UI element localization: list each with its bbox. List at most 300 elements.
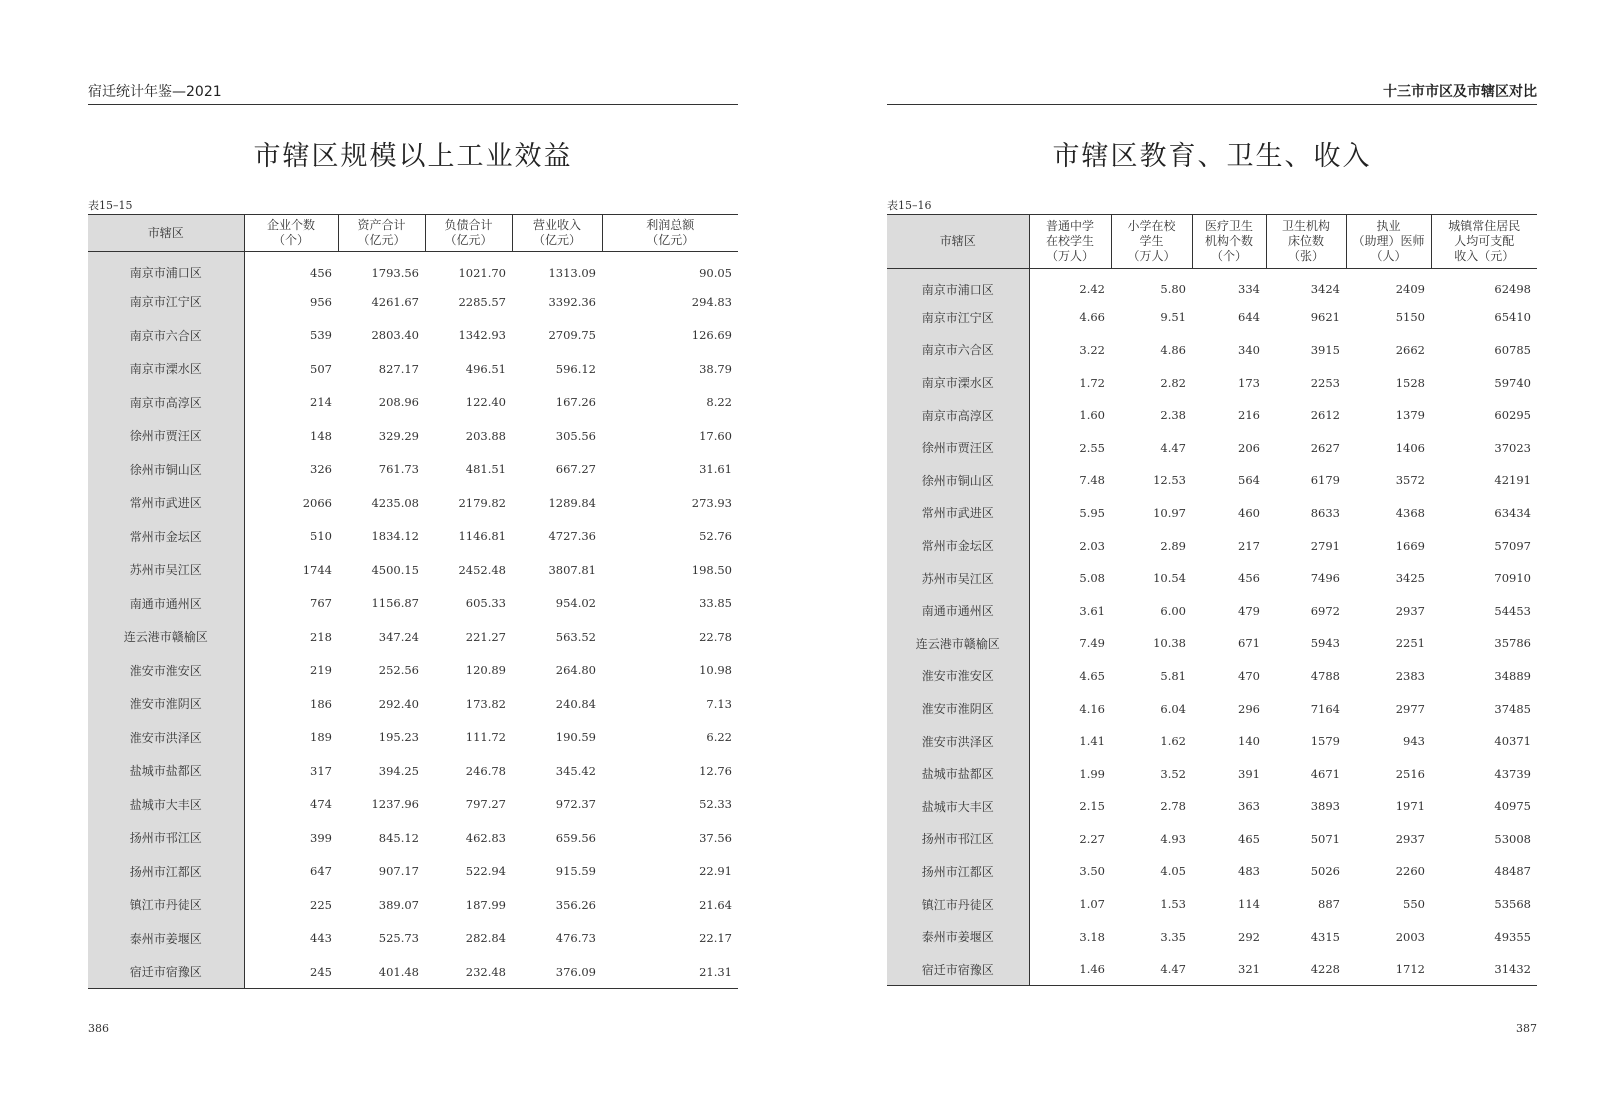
value-cell: 827.17 <box>378 361 419 376</box>
value-cell: 1.41 <box>1079 734 1105 749</box>
value-cell: 8.22 <box>706 395 732 410</box>
table-row <box>887 334 1537 367</box>
value-cell: 4235.08 <box>371 495 419 510</box>
value-cell: 1406 <box>1395 440 1425 455</box>
value-cell: 22.78 <box>699 629 732 644</box>
region-name-cell: 盐城市大丰区 <box>887 790 1029 823</box>
value-cell: 54453 <box>1494 603 1531 618</box>
value-cell: 252.56 <box>378 663 419 678</box>
value-cell: 496.51 <box>465 361 506 376</box>
value-cell: 2.15 <box>1079 799 1105 814</box>
value-cell: 264.80 <box>555 663 596 678</box>
table-row <box>88 654 738 688</box>
value-cell: 173 <box>1238 375 1260 390</box>
table-row <box>887 431 1537 464</box>
value-cell: 1971 <box>1395 799 1425 814</box>
value-cell: 6.22 <box>706 730 732 745</box>
column-header-line: （亿元） <box>532 233 581 247</box>
value-cell: 1.72 <box>1079 375 1105 390</box>
value-cell: 5.81 <box>1160 668 1186 683</box>
table-row <box>88 285 738 319</box>
value-cell: 4671 <box>1310 766 1340 781</box>
value-cell: 219 <box>310 663 332 678</box>
value-cell: 4.65 <box>1079 668 1105 683</box>
column-header-line: （亿元） <box>357 233 406 247</box>
column-header-line: （万人） <box>1045 249 1094 263</box>
running-header <box>887 84 1537 105</box>
value-cell: 907.17 <box>378 864 419 879</box>
table-row <box>88 319 738 353</box>
value-cell: 208.96 <box>378 395 419 410</box>
value-cell: 1.53 <box>1160 897 1186 912</box>
value-cell: 563.52 <box>555 629 596 644</box>
region-name-cell: 南京市江宁区 <box>88 285 244 319</box>
column-header-line: 卫生机构 <box>1281 219 1330 233</box>
column-header-line: （万人） <box>1127 249 1176 263</box>
value-cell: 7.48 <box>1079 473 1105 488</box>
value-cell: 474 <box>310 797 332 812</box>
table-row <box>887 692 1537 725</box>
value-cell: 294.83 <box>691 294 732 309</box>
table-row <box>887 627 1537 660</box>
value-cell: 321 <box>1238 962 1260 977</box>
region-name-cell: 常州市金坛区 <box>887 529 1029 562</box>
value-cell: 2791 <box>1310 538 1340 553</box>
value-cell: 5026 <box>1310 864 1340 879</box>
page-number: 386 <box>88 1022 109 1035</box>
region-name-cell: 连云港市赣榆区 <box>887 627 1029 660</box>
value-cell: 59740 <box>1494 375 1531 390</box>
region-name-cell: 南通市通州区 <box>887 594 1029 627</box>
table-row <box>887 757 1537 790</box>
value-cell: 797.27 <box>465 797 506 812</box>
value-cell: 1156.87 <box>371 596 419 611</box>
value-cell: 21.31 <box>699 964 732 979</box>
education-health-income-table <box>887 214 1537 986</box>
value-cell: 12.76 <box>699 763 732 778</box>
value-cell: 483 <box>1238 864 1260 879</box>
value-cell: 2409 <box>1395 282 1425 297</box>
value-cell: 2452.48 <box>458 562 506 577</box>
value-cell: 49355 <box>1494 929 1531 944</box>
column-header-line: （个） <box>1210 249 1247 263</box>
column-header-line: 人均可支配 <box>1454 234 1515 248</box>
region-name-cell: 淮安市淮安区 <box>88 654 244 688</box>
value-cell: 956 <box>310 294 332 309</box>
region-name-cell: 淮安市淮阴区 <box>88 687 244 721</box>
value-cell: 22.91 <box>699 864 732 879</box>
table-row <box>88 922 738 956</box>
value-cell: 4368 <box>1395 505 1425 520</box>
running-header-text: 十三市市区及市辖区对比 <box>1383 84 1537 100</box>
column-header-line: 普通中学 <box>1045 219 1094 233</box>
value-cell: 187.99 <box>465 897 506 912</box>
value-cell: 70910 <box>1494 571 1531 586</box>
value-cell: 9.51 <box>1160 310 1186 325</box>
value-cell: 3.52 <box>1160 766 1186 781</box>
table-row <box>88 252 738 286</box>
value-cell: 111.72 <box>465 730 506 745</box>
value-cell: 57097 <box>1494 538 1531 553</box>
column-header <box>244 215 338 252</box>
value-cell: 21.64 <box>699 897 732 912</box>
table-number: 表15–15 <box>88 199 133 212</box>
value-cell: 2977 <box>1395 701 1425 716</box>
value-cell: 4.05 <box>1160 864 1186 879</box>
value-cell: 3572 <box>1395 473 1425 488</box>
value-cell: 2066 <box>302 495 332 510</box>
column-header-line: （助理）医师 <box>1352 234 1425 248</box>
value-cell: 340 <box>1238 342 1260 357</box>
column-header <box>425 215 512 252</box>
value-cell: 190.59 <box>555 730 596 745</box>
value-cell: 167.26 <box>555 395 596 410</box>
value-cell: 3392.36 <box>548 294 596 309</box>
value-cell: 35786 <box>1494 636 1531 651</box>
value-cell: 7.13 <box>706 696 732 711</box>
value-cell: 2612 <box>1310 408 1340 423</box>
region-name-cell: 南京市高淳区 <box>887 399 1029 432</box>
value-cell: 522.94 <box>465 864 506 879</box>
region-name-cell: 镇江市丹徒区 <box>887 888 1029 921</box>
value-cell: 391 <box>1238 766 1260 781</box>
region-name-cell: 盐城市盐都区 <box>887 757 1029 790</box>
value-cell: 4788 <box>1310 668 1340 683</box>
value-cell: 6.04 <box>1160 701 1186 716</box>
value-cell: 443 <box>310 931 332 946</box>
value-cell: 218 <box>310 629 332 644</box>
table-row <box>88 419 738 453</box>
value-cell: 1669 <box>1395 538 1425 553</box>
region-name-cell: 盐城市盐都区 <box>88 754 244 788</box>
value-cell: 4228 <box>1310 962 1340 977</box>
region-name-cell: 连云港市赣榆区 <box>88 620 244 654</box>
value-cell: 334 <box>1238 282 1260 297</box>
value-cell: 43739 <box>1494 766 1531 781</box>
value-cell: 845.12 <box>378 830 419 845</box>
value-cell: 48487 <box>1494 864 1531 879</box>
value-cell: 1.60 <box>1079 408 1105 423</box>
value-cell: 2251 <box>1395 636 1425 651</box>
value-cell: 1379 <box>1395 408 1425 423</box>
value-cell: 3.22 <box>1079 342 1105 357</box>
region-name-cell: 扬州市江都区 <box>88 855 244 889</box>
column-header-line: 市辖区 <box>939 234 976 248</box>
column-header <box>1431 215 1537 269</box>
value-cell: 2937 <box>1395 831 1425 846</box>
region-name-cell: 徐州市贾汪区 <box>88 419 244 453</box>
table-row <box>88 453 738 487</box>
value-cell: 52.76 <box>699 529 732 544</box>
value-cell: 282.84 <box>465 931 506 946</box>
value-cell: 273.93 <box>691 495 732 510</box>
value-cell: 5.95 <box>1079 505 1105 520</box>
value-cell: 203.88 <box>465 428 506 443</box>
value-cell: 1146.81 <box>458 529 506 544</box>
table-row <box>88 821 738 855</box>
value-cell: 2516 <box>1395 766 1425 781</box>
column-header <box>512 215 602 252</box>
value-cell: 972.37 <box>555 797 596 812</box>
table-row <box>887 660 1537 693</box>
column-header-line: 小学在校 <box>1127 219 1176 233</box>
value-cell: 62498 <box>1494 282 1531 297</box>
page-number: 387 <box>1516 1022 1537 1035</box>
value-cell: 296 <box>1238 701 1260 716</box>
value-cell: 376.09 <box>555 964 596 979</box>
column-header-line: 机构个数 <box>1204 234 1253 248</box>
value-cell: 63434 <box>1494 505 1531 520</box>
value-cell: 206 <box>1238 440 1260 455</box>
region-name-cell: 常州市金坛区 <box>88 520 244 554</box>
value-cell: 126.69 <box>691 328 732 343</box>
column-header <box>1029 215 1111 269</box>
table-row <box>88 553 738 587</box>
value-cell: 1021.70 <box>458 265 506 280</box>
running-header <box>88 84 738 105</box>
value-cell: 4.93 <box>1160 831 1186 846</box>
value-cell: 1.07 <box>1079 897 1105 912</box>
value-cell: 1342.93 <box>458 328 506 343</box>
value-cell: 943 <box>1403 734 1425 749</box>
region-name-cell: 镇江市丹徒区 <box>88 888 244 922</box>
value-cell: 3.18 <box>1079 929 1105 944</box>
running-header-text: 宿迁统计年鉴—2021 <box>88 84 222 100</box>
value-cell: 3.61 <box>1079 603 1105 618</box>
value-cell: 671 <box>1238 636 1260 651</box>
table-row <box>88 352 738 386</box>
value-cell: 240.84 <box>555 696 596 711</box>
value-cell: 1744 <box>302 562 332 577</box>
value-cell: 394.25 <box>378 763 419 778</box>
value-cell: 292.40 <box>378 696 419 711</box>
column-header-line: 床位数 <box>1287 234 1324 248</box>
value-cell: 659.56 <box>555 830 596 845</box>
value-cell: 90.05 <box>699 265 732 280</box>
value-cell: 22.17 <box>699 931 732 946</box>
value-cell: 5943 <box>1310 636 1340 651</box>
region-name-cell: 徐州市铜山区 <box>887 464 1029 497</box>
value-cell: 596.12 <box>555 361 596 376</box>
value-cell: 5071 <box>1310 831 1340 846</box>
region-name-cell: 淮安市洪泽区 <box>88 721 244 755</box>
value-cell: 2260 <box>1395 864 1425 879</box>
value-cell: 347.24 <box>378 629 419 644</box>
value-cell: 6972 <box>1310 603 1340 618</box>
value-cell: 3893 <box>1310 799 1340 814</box>
value-cell: 356.26 <box>555 897 596 912</box>
value-cell: 31432 <box>1494 962 1531 977</box>
value-cell: 3.50 <box>1079 864 1105 879</box>
value-cell: 1579 <box>1310 734 1340 749</box>
column-header-line: （亿元） <box>646 233 695 247</box>
region-name-cell: 南京市六合区 <box>88 319 244 353</box>
value-cell: 767 <box>310 596 332 611</box>
region-name-cell: 南京市江宁区 <box>887 301 1029 334</box>
value-cell: 34889 <box>1494 668 1531 683</box>
region-name-cell: 常州市武进区 <box>887 497 1029 530</box>
table-row <box>887 790 1537 823</box>
column-header-line: 负债合计 <box>444 218 493 232</box>
value-cell: 550 <box>1403 897 1425 912</box>
table-row <box>88 888 738 922</box>
value-cell: 3424 <box>1310 282 1340 297</box>
value-cell: 1.99 <box>1079 766 1105 781</box>
value-cell: 173.82 <box>465 696 506 711</box>
column-header <box>1111 215 1192 269</box>
value-cell: 3425 <box>1395 571 1425 586</box>
value-cell: 195.23 <box>378 730 419 745</box>
value-cell: 2.42 <box>1079 282 1105 297</box>
value-cell: 2937 <box>1395 603 1425 618</box>
value-cell: 216 <box>1238 408 1260 423</box>
header-row <box>88 215 738 252</box>
value-cell: 4315 <box>1310 929 1340 944</box>
table-row <box>887 920 1537 953</box>
value-cell: 232.48 <box>465 964 506 979</box>
region-name-cell: 扬州市邗江区 <box>887 823 1029 856</box>
value-cell: 4727.36 <box>548 529 596 544</box>
value-cell: 31.61 <box>699 462 732 477</box>
value-cell: 507 <box>310 361 332 376</box>
region-name-cell: 苏州市吴江区 <box>887 562 1029 595</box>
value-cell: 317 <box>310 763 332 778</box>
table-row <box>88 587 738 621</box>
column-header-line: 执业 <box>1376 219 1401 233</box>
right-page <box>887 0 1537 1099</box>
column-header-line: 市辖区 <box>147 225 184 240</box>
value-cell: 1793.56 <box>371 265 419 280</box>
value-cell: 10.98 <box>699 663 732 678</box>
value-cell: 462.83 <box>465 830 506 845</box>
value-cell: 481.51 <box>465 462 506 477</box>
table-row <box>887 269 1537 302</box>
table-row <box>88 620 738 654</box>
column-header <box>1266 215 1346 269</box>
value-cell: 3807.81 <box>548 562 596 577</box>
value-cell: 9621 <box>1310 310 1340 325</box>
value-cell: 887 <box>1318 897 1340 912</box>
region-name-cell: 宿迁市宿豫区 <box>887 953 1029 986</box>
value-cell: 10.97 <box>1153 505 1186 520</box>
region-name-cell: 扬州市江都区 <box>887 855 1029 888</box>
region-name-cell: 扬州市邗江区 <box>88 821 244 855</box>
value-cell: 42191 <box>1494 473 1531 488</box>
region-name-cell: 泰州市姜堰区 <box>887 920 1029 953</box>
value-cell: 33.85 <box>699 596 732 611</box>
table-row <box>887 366 1537 399</box>
value-cell: 399 <box>310 830 332 845</box>
value-cell: 479 <box>1238 603 1260 618</box>
table-row <box>88 386 738 420</box>
value-cell: 6.00 <box>1160 603 1186 618</box>
value-cell: 2.38 <box>1160 408 1186 423</box>
column-header-line: 城镇常住居民 <box>1448 219 1521 233</box>
region-name-cell: 南京市高淳区 <box>88 386 244 420</box>
value-cell: 460 <box>1238 505 1260 520</box>
value-cell: 2.55 <box>1079 440 1105 455</box>
column-header <box>602 215 738 252</box>
table-row <box>887 399 1537 432</box>
region-name-cell: 南京市浦口区 <box>88 252 244 286</box>
region-name-cell: 泰州市姜堰区 <box>88 922 244 956</box>
table-row <box>887 529 1537 562</box>
table-row <box>88 754 738 788</box>
header-row <box>887 215 1537 269</box>
value-cell: 2.82 <box>1160 375 1186 390</box>
region-name-cell: 徐州市贾汪区 <box>887 431 1029 464</box>
value-cell: 12.53 <box>1153 473 1186 488</box>
table-row <box>88 486 738 520</box>
value-cell: 4.47 <box>1160 962 1186 977</box>
value-cell: 4.66 <box>1079 310 1105 325</box>
value-cell: 476.73 <box>555 931 596 946</box>
value-cell: 401.48 <box>378 964 419 979</box>
value-cell: 1.62 <box>1160 734 1186 749</box>
value-cell: 564 <box>1238 473 1260 488</box>
value-cell: 120.89 <box>465 663 506 678</box>
region-name-cell: 淮安市洪泽区 <box>887 725 1029 758</box>
value-cell: 186 <box>310 696 332 711</box>
value-cell: 2.27 <box>1079 831 1105 846</box>
region-name-cell: 宿迁市宿豫区 <box>88 955 244 989</box>
value-cell: 667.27 <box>555 462 596 477</box>
value-cell: 2285.57 <box>458 294 506 309</box>
value-cell: 525.73 <box>378 931 419 946</box>
region-name-cell: 南京市溧水区 <box>88 352 244 386</box>
value-cell: 122.40 <box>465 395 506 410</box>
column-header-line: （人） <box>1370 249 1407 263</box>
value-cell: 456 <box>1238 571 1260 586</box>
region-name-cell: 徐州市铜山区 <box>88 453 244 487</box>
value-cell: 1834.12 <box>371 529 419 544</box>
value-cell: 326 <box>310 462 332 477</box>
value-cell: 4261.67 <box>371 294 419 309</box>
value-cell: 5.80 <box>1160 282 1186 297</box>
value-cell: 761.73 <box>378 462 419 477</box>
value-cell: 329.29 <box>378 428 419 443</box>
value-cell: 52.33 <box>699 797 732 812</box>
value-cell: 465 <box>1238 831 1260 846</box>
region-column-header <box>887 215 1029 269</box>
column-header-line: 医疗卫生 <box>1204 219 1253 233</box>
table-row <box>88 788 738 822</box>
value-cell: 2803.40 <box>371 328 419 343</box>
value-cell: 198.50 <box>691 562 732 577</box>
value-cell: 1528 <box>1395 375 1425 390</box>
value-cell: 246.78 <box>465 763 506 778</box>
table-row <box>887 301 1537 334</box>
value-cell: 470 <box>1238 668 1260 683</box>
column-header-line: 在校学生 <box>1045 234 1094 248</box>
value-cell: 7.49 <box>1079 636 1105 651</box>
region-name-cell: 南京市六合区 <box>887 334 1029 367</box>
value-cell: 53568 <box>1494 897 1531 912</box>
value-cell: 2003 <box>1395 929 1425 944</box>
value-cell: 60295 <box>1494 408 1531 423</box>
value-cell: 2253 <box>1310 375 1340 390</box>
value-cell: 3915 <box>1310 342 1340 357</box>
region-column-header <box>88 215 244 252</box>
value-cell: 65410 <box>1494 310 1531 325</box>
value-cell: 4.86 <box>1160 342 1186 357</box>
value-cell: 225 <box>310 897 332 912</box>
table-title: 市辖区教育、卫生、收入 <box>1052 141 1372 172</box>
value-cell: 1712 <box>1395 962 1425 977</box>
value-cell: 8633 <box>1310 505 1340 520</box>
value-cell: 5150 <box>1395 310 1425 325</box>
region-name-cell: 苏州市吴江区 <box>88 553 244 587</box>
